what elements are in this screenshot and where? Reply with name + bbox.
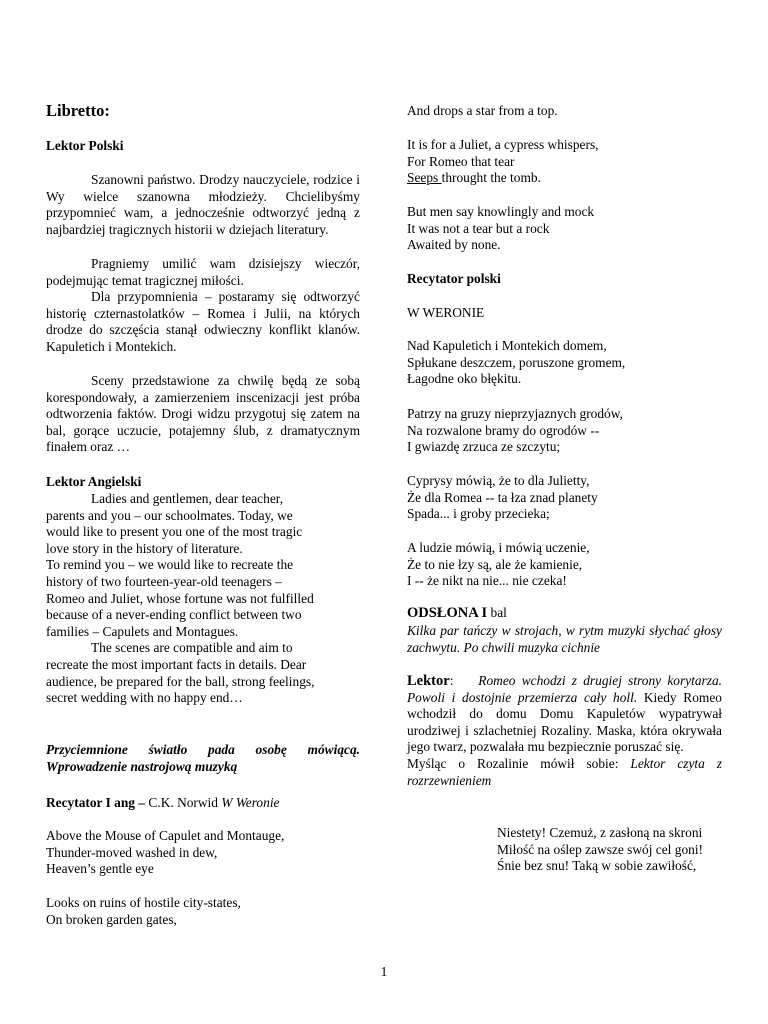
poem-line: Awaited by none.	[407, 237, 501, 253]
underlined-word: Seeps	[407, 170, 442, 186]
text-line: Romeo and Juliet, whose fortune was not fulfilled	[46, 590, 314, 606]
text-line: audience, be prepared for the ball, strong feelings,	[46, 673, 315, 689]
lektor-polski-paragraph: Dla przypomnienia – postaramy się odtworzyć historię czternastolatków – Romea i Julii, na których drodze do szczęścia stanął odwieczny konflikt klanów. Kapuletich i Montekich.	[46, 289, 360, 354]
poem-title: W Weronie	[221, 795, 280, 810]
poem-line: Że dla Romea -- ta łza znad planety	[407, 489, 598, 505]
lektor-text: Kiedy Romeo wchodził do domu Domu Kapuletów wypatrywał urodziwej i szlachetniej Rozaliny. Maska, która okrywała jego twarz, pozwalała mu bezpiecznie poruszać się.	[407, 689, 722, 755]
lektor-polski-paragraph: Szanowni państwo. Drodzy nauczyciele, rodzice i Wy wielce szanowna młodzieży. Chcielibyśmy przypomnieć wam, a jednocześnie odtworzyć jedną z najbardziej tragicznych historii w dziejach literatury.	[46, 172, 360, 237]
poem-en-stanza	[46, 828, 360, 878]
poem-line: Cyprysy mówią, że to dla Julietty,	[407, 473, 590, 488]
odslona-heading	[407, 605, 722, 622]
lektor-label: Lektor	[407, 673, 450, 689]
recytator-ang-label: Recytator I ang –	[46, 795, 146, 810]
text-line: love story in the history of literature.	[46, 540, 243, 556]
poem-line: But men say knowlingly and mock	[407, 204, 595, 219]
poem-en-stanza	[407, 204, 722, 254]
text-line: Ladies and gentlemen, dear teacher,	[91, 491, 284, 506]
recytator-ang-line	[46, 795, 360, 812]
poem-line: For Romeo that tear	[407, 153, 515, 169]
verse-line: Śnie bez snu! Taką w sobie zawiłość,	[497, 858, 697, 874]
text-line: To remind you – we would like to recreate the	[46, 557, 294, 573]
text-line: secret wedding with no happy end…	[46, 690, 243, 706]
poem-line: A ludzie mówią, i mówią uczenie,	[407, 540, 590, 555]
poem-line: Spada... i groby przecieka;	[407, 506, 550, 522]
verse-line: Niestety! Czemuż, z zasłoną na skroni	[497, 825, 703, 840]
poem-line: Thunder-moved washed in dew,	[46, 844, 218, 860]
poem-pl-stanza	[407, 338, 722, 388]
odslona-word: bal	[490, 605, 507, 620]
poem-line: And drops a star from a top.	[407, 103, 558, 118]
poem-line-rest: throught the tomb.	[441, 170, 541, 186]
libretto-heading: Libretto:	[46, 101, 110, 120]
poem-pl-stanza	[407, 540, 722, 590]
lektor-polski-paragraph: Sceny przedstawione za chwilę będą ze sobą korespondowały, a zamierzeniem inscenizacji jest próba odtworzenia faktów. Drogi widzu przygotuj się zatem na bal, gorące uczucie, potajemny ślub, z dramatycznym finałem oraz …	[46, 373, 360, 455]
poem-en-stanza	[46, 895, 360, 928]
text-line: history of two fourteen-year-old teenagers –	[46, 573, 282, 589]
lektor-polski-paragraph: Pragniemy umilić wam dzisiejszy wieczór, podejmując temat tragicznej miłości.	[46, 256, 360, 288]
lektor-colon: :	[449, 673, 454, 688]
stage-direction: Przyciemnione światło pada osobę mówiącą. Wprowadzenie nastrojową muzyką	[46, 742, 360, 774]
page-number: 1	[380, 964, 388, 979]
text-line: because of a never-ending conflict between two	[46, 607, 302, 623]
lektor-angielski-text	[46, 491, 360, 707]
lektor-direction: Lektor czyta z rozrzewnieniem	[407, 755, 722, 788]
poem-line: Łagodne oko błękitu.	[407, 371, 522, 387]
lektor-direction: Romeo wchodzi z drugiej strony korytarza. Powoli i dostojnie przemierza cały holl.	[407, 673, 722, 705]
poem-line: Spłukane deszczem, poruszone gromem,	[407, 354, 626, 370]
lektor-block	[407, 673, 722, 789]
poem-line: Że to nie łzy są, ale że kamienie,	[407, 556, 583, 572]
poem-en-stanza	[407, 137, 722, 187]
poem-line: Above the Mouse of Capulet and Montauge,	[46, 828, 285, 843]
verse-line: Miłość na oślep zawsze swój cel goni!	[497, 841, 704, 857]
poem-author: C.K. Norwid	[148, 795, 218, 810]
poem-line: Nad Kapuletich i Montekich domem,	[407, 338, 607, 353]
odslona-label: ODSŁONA I	[407, 605, 488, 621]
poem-line: Na rozwalone bramy do ogrodów --	[407, 422, 600, 438]
poem-line: On broken garden gates,	[46, 911, 177, 927]
poem-line: It was not a tear but a rock	[407, 220, 550, 236]
poem-line	[407, 170, 722, 187]
lektor-polski-heading: Lektor Polski	[46, 138, 124, 153]
poem-pl-stanza	[407, 406, 722, 456]
recytator-polski-heading: Recytator polski	[407, 271, 501, 286]
poem-title: W WERONIE	[407, 305, 485, 320]
text-line: recreate the most important facts in details. Dear	[46, 656, 307, 672]
text-line: families – Capulets and Montagues.	[46, 623, 239, 639]
lektor-angielski-heading: Lektor Angielski	[46, 474, 142, 489]
poem-line: Looks on ruins of hostile city-states,	[46, 895, 241, 910]
poem-line: It is for a Juliet, a cypress whispers,	[407, 137, 599, 152]
lektor-text: Myśląc o Rozalinie mówił sobie:	[407, 755, 619, 771]
poem-line: Patrzy na gruzy nieprzyjaznych grodów,	[407, 406, 623, 421]
poem-pl-stanza	[407, 473, 722, 523]
poem-line: I -- że nikt na nie... nie czeka!	[407, 573, 567, 589]
text-line: The scenes are compatible and aim to	[91, 640, 293, 656]
text-line: would like to present you one of the most tragic	[46, 524, 303, 540]
text-line: parents and you – our schoolmates. Today, we	[46, 507, 293, 523]
verse-block	[452, 825, 722, 875]
poem-line: I gwiazdę zrzuca ze szczytu;	[407, 439, 561, 455]
odslona-direction: Kilka par tańczy w strojach, w rytm muzyki słychać głosy zachwytu. Po chwili muzyka cichnie	[407, 623, 722, 655]
poem-line: Heaven’s gentle eye	[46, 861, 154, 877]
